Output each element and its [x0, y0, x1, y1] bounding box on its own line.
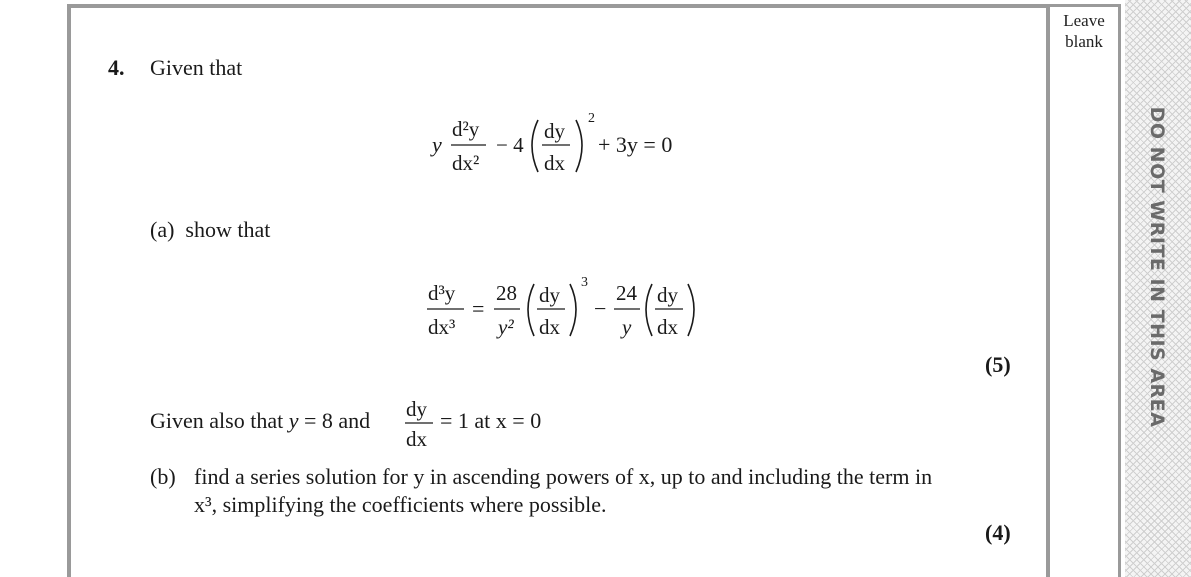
eq2-dx3: dx³	[428, 315, 456, 339]
part-a	[150, 217, 270, 243]
differential-equation	[420, 108, 700, 180]
eq2-coef-28: 28	[496, 281, 517, 305]
answer-frame-right-border	[1046, 4, 1050, 577]
eq2-dy-2: dy	[657, 283, 678, 307]
eq1-d2y: d²y	[452, 117, 480, 141]
part-a-text: show that	[185, 217, 271, 242]
given-also-var: y	[288, 408, 299, 433]
marks-part-a: (5)	[985, 352, 1011, 377]
eq1-minus4: − 4	[496, 133, 524, 157]
third-derivative-equation	[420, 272, 710, 344]
given-also-pre: Given also that	[150, 408, 289, 433]
given-condition: = 1 at x = 0	[440, 408, 542, 433]
eq1-dy: dy	[544, 119, 565, 143]
eq2-left-paren-1	[528, 284, 534, 336]
eq2-right-paren-1	[570, 284, 576, 336]
eq1-rhs: + 3y = 0	[598, 132, 673, 157]
given-also-mid: = 8 and	[298, 408, 371, 433]
eq2-d3y: d³y	[428, 281, 456, 305]
eq2-coef-24: 24	[616, 281, 637, 305]
given-also-text	[150, 408, 370, 434]
part-b-label: (b)	[150, 464, 176, 489]
eq2-dx-2: dx	[657, 315, 678, 339]
eq2-dx-1: dx	[539, 315, 560, 339]
eq1-power: 2	[588, 111, 595, 126]
part-b-line1: find a series solution for y in ascending powers of x, up to and including the term in	[194, 464, 933, 489]
question-number: 4.	[108, 55, 125, 80]
eq2-minus: −	[594, 296, 607, 321]
eq1-dx2: dx²	[452, 151, 480, 175]
answer-frame-top-border	[67, 4, 1050, 8]
leave-blank-line2: blank	[1065, 32, 1103, 51]
leave-blank-column-border	[1118, 4, 1121, 577]
eq1-right-paren	[576, 120, 582, 172]
eq2-equals: =	[472, 296, 485, 321]
eq2-power: 3	[581, 275, 588, 290]
eq2-y2: y²	[498, 315, 514, 339]
given-dy: dy	[406, 397, 427, 421]
eq2-y: y	[622, 315, 632, 339]
eq2-dy-1: dy	[539, 283, 560, 307]
eq2-left-paren-2	[646, 284, 652, 336]
question-intro: Given that	[150, 55, 243, 80]
do-not-write-notice: DO NOT WRITE IN THIS AREA	[1146, 106, 1168, 428]
eq2-right-paren-2	[688, 284, 694, 336]
part-b-line2: x³, simplifying the coefficients where possible.	[194, 492, 607, 517]
part-a-label: (a)	[150, 217, 175, 242]
marks-part-b: (4)	[985, 520, 1011, 545]
given-dx: dx	[406, 427, 427, 451]
leave-blank-label	[1050, 10, 1118, 52]
leave-blank-line1: Leave	[1063, 11, 1105, 30]
answer-frame-left-border	[67, 4, 71, 577]
eq1-dx: dx	[544, 151, 565, 175]
eq1-y: y	[432, 132, 442, 157]
eq1-left-paren	[532, 120, 538, 172]
leave-blank-column-top	[1046, 4, 1121, 7]
given-dydx-fraction	[402, 394, 436, 452]
